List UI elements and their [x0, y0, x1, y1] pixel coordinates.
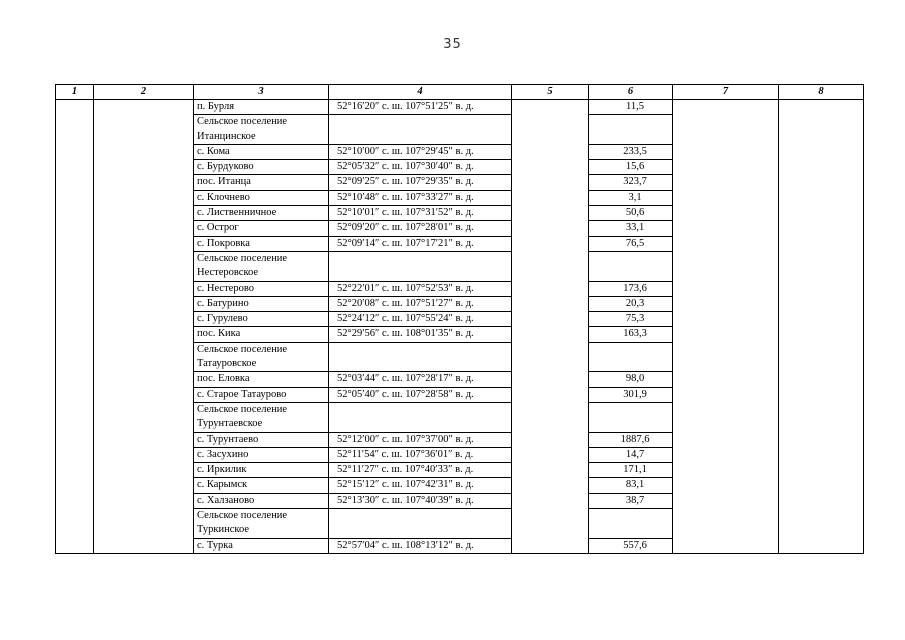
coordinates-cell: 52°09′25″ с. ш. 107°29′35″ в. д.	[329, 175, 512, 190]
coordinates-cell: 52°10′01″ с. ш. 107°31′52″ в. д.	[329, 206, 512, 221]
value-cell: 83,1	[589, 478, 673, 493]
settlement-name: пос. Кика	[194, 327, 329, 342]
settlement-name: с. Гурулево	[194, 312, 329, 327]
coordinates-cell: 52°11′27″ с. ш. 107°40′33″ в. д.	[329, 463, 512, 478]
header-col-8: 8	[779, 85, 864, 100]
settlement-name: с. Кома	[194, 144, 329, 159]
table-body	[56, 100, 864, 554]
value-cell: 98,0	[589, 372, 673, 387]
value-cell	[589, 402, 673, 432]
header-col-2: 2	[94, 85, 194, 100]
page-number: 35	[443, 37, 462, 52]
header-col-6: 6	[589, 85, 673, 100]
coordinates-cell: 52°22′01″ с. ш. 107°52′53″ в. д.	[329, 281, 512, 296]
value-cell: 20,3	[589, 296, 673, 311]
value-cell: 33,1	[589, 221, 673, 236]
col-7-cell	[673, 100, 779, 554]
value-cell: 50,6	[589, 206, 673, 221]
value-cell: 14,7	[589, 447, 673, 462]
settlement-name: с. Турунтаево	[194, 432, 329, 447]
coordinates-cell	[329, 402, 512, 432]
table-row	[56, 100, 864, 115]
settlement-name: с. Карымск	[194, 478, 329, 493]
settlement-name: с. Бурдуково	[194, 160, 329, 175]
coordinates-cell: 52°09′20″ с. ш. 107°28′01″ в. д.	[329, 221, 512, 236]
settlement-name: с. Старое Татаурово	[194, 387, 329, 402]
settlement-name: с. Острог	[194, 221, 329, 236]
settlement-name: с. Нестерово	[194, 281, 329, 296]
coordinates-cell: 52°03′44″ с. ш. 107°28′17″ в. д.	[329, 372, 512, 387]
section-name: Сельское поселение Итанцинское	[194, 115, 329, 145]
coordinates-cell: 52°10′00″ с. ш. 107°29′45″ в. д.	[329, 144, 512, 159]
settlement-name: с. Халзаново	[194, 493, 329, 508]
section-name: Сельское поселение Нестеровское	[194, 251, 329, 281]
value-cell: 75,3	[589, 312, 673, 327]
coordinates-cell	[329, 251, 512, 281]
coordinates-cell: 52°10′48″ с. ш. 107°33′27″ в. д.	[329, 190, 512, 205]
header-col-7: 7	[673, 85, 779, 100]
header-col-4: 4	[329, 85, 512, 100]
header-col-5: 5	[512, 85, 589, 100]
coordinates-cell: 52°15′12″ с. ш. 107°42′31″ в. д.	[329, 478, 512, 493]
col-1-cell	[56, 100, 94, 554]
section-name: Сельское поселение Турунтаевское	[194, 402, 329, 432]
coordinates-cell: 52°20′08″ с. ш. 107°51′27″ в. д.	[329, 296, 512, 311]
value-cell: 557,6	[589, 538, 673, 553]
settlement-name: п. Бурля	[194, 100, 329, 115]
value-cell: 173,6	[589, 281, 673, 296]
col-5-cell	[512, 100, 589, 554]
settlement-name: с. Засухино	[194, 447, 329, 462]
value-cell: 11,5	[589, 100, 673, 115]
value-cell: 163,3	[589, 327, 673, 342]
section-name: Сельское поселение Татауровское	[194, 342, 329, 372]
settlement-name: пос. Еловка	[194, 372, 329, 387]
coordinates-cell: 52°12′00″ с. ш. 107°37′00″ в. д.	[329, 432, 512, 447]
value-cell: 38,7	[589, 493, 673, 508]
settlement-name: с. Покровка	[194, 236, 329, 251]
value-cell: 323,7	[589, 175, 673, 190]
coordinates-cell: 52°16′20″ с. ш. 107°51′25″ в. д.	[329, 100, 512, 115]
settlements-table	[55, 84, 864, 554]
value-cell: 3,1	[589, 190, 673, 205]
coordinates-cell	[329, 342, 512, 372]
coordinates-cell: 52°11′54″ с. ш. 107°36′01″ в. д.	[329, 447, 512, 462]
settlement-name: с. Лиственничное	[194, 206, 329, 221]
settlement-name: с. Батурино	[194, 296, 329, 311]
settlement-name: с. Клочнево	[194, 190, 329, 205]
coordinates-cell	[329, 509, 512, 539]
col-2-cell	[94, 100, 194, 554]
value-cell: 171,1	[589, 463, 673, 478]
coordinates-cell: 52°05′40″ с. ш. 107°28′58″ в. д.	[329, 387, 512, 402]
header-row	[56, 85, 864, 100]
value-cell: 15,6	[589, 160, 673, 175]
value-cell	[589, 115, 673, 145]
value-cell	[589, 342, 673, 372]
value-cell: 301,9	[589, 387, 673, 402]
value-cell	[589, 509, 673, 539]
coordinates-cell	[329, 115, 512, 145]
col-8-cell	[779, 100, 864, 554]
header-col-1: 1	[56, 85, 94, 100]
value-cell: 76,5	[589, 236, 673, 251]
section-name: Сельское поселение Туркинское	[194, 509, 329, 539]
coordinates-cell: 52°13′30″ с. ш. 107°40′39″ в. д.	[329, 493, 512, 508]
value-cell: 1887,6	[589, 432, 673, 447]
settlement-name: пос. Итанца	[194, 175, 329, 190]
coordinates-cell: 52°29′56″ с. ш. 108°01′35″ в. д.	[329, 327, 512, 342]
settlement-name: с. Турка	[194, 538, 329, 553]
coordinates-cell: 52°24′12″ с. ш. 107°55′24″ в. д.	[329, 312, 512, 327]
header-col-3: 3	[194, 85, 329, 100]
value-cell: 233,5	[589, 144, 673, 159]
value-cell	[589, 251, 673, 281]
coordinates-cell: 52°05′32″ с. ш. 107°30′40″ в. д.	[329, 160, 512, 175]
settlement-name: с. Иркилик	[194, 463, 329, 478]
coordinates-cell: 52°57′04″ с. ш. 108°13′12″ в. д.	[329, 538, 512, 553]
coordinates-cell: 52°09′14″ с. ш. 107°17′21″ в. д.	[329, 236, 512, 251]
